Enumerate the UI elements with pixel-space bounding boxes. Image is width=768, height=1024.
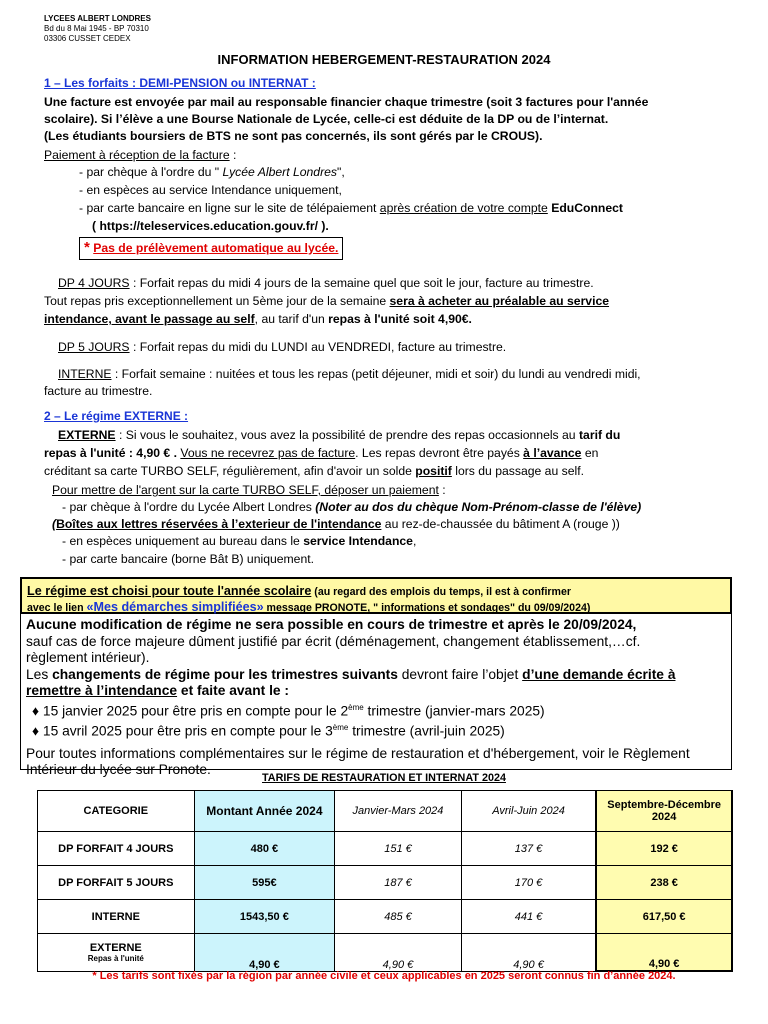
col-header-t2: Avril-Juin 2024 <box>461 791 596 832</box>
intro-line3: (Les étudiants boursiers de BTS ne sont pas concernés, ils sont gérés par le CROUS). <box>44 129 543 143</box>
interne-line2: facture au trimestre. <box>44 384 153 398</box>
dp4-line1: DP 4 JOURS : Forfait repas du midi 4 jours de la semaine quel que soit le jour, facture au trimestre. <box>58 276 594 290</box>
turbo-self-card: - par carte bancaire (borne Bât B) uniquement. <box>62 552 315 566</box>
col-header-annee: Montant Année 2024 <box>194 791 335 832</box>
no-change-line: Aucune modification de régime ne sera possible en cours de trimestre et après le 20/09/2024, <box>26 617 637 632</box>
intro-line1: Une facture est envoyée par mail au responsable financier chaque trimestre (soit 3 factures pour l'année <box>44 95 649 109</box>
col-header-categorie: CATEGORIE <box>38 791 195 832</box>
interne-line1: INTERNE : Forfait semaine : nuitées et tous les repas (petit déjeuner, midi et soir) du lundi au vendredi midi, <box>58 367 641 381</box>
intro-line2: scolaire). Si l’élève a une Bourse Nationale de Lycée, celle-ci est déduite de la DP ou de l’internat. <box>44 112 609 126</box>
section2-heading: 2 – Le régime EXTERNE : <box>44 409 189 423</box>
payment-cheque: - par chèque à l'ordre du " Lycée Albert Londres", <box>79 165 345 179</box>
school-address-line2: 03306 CUSSET CEDEX <box>44 34 131 43</box>
mailbox-line: (Boîtes aux lettres réservées à l’exterieur de l'intendance au rez-de-chaussée du bâtiment A (rouge )) <box>52 517 620 531</box>
no-direct-debit-warning: * Pas de prélèvement automatique au lycée. <box>79 237 343 260</box>
regime-change-box: Aucune modification de régime ne sera possible en cours de trimestre et après le 20/09/2024, sauf cas de force majeure dûment justifié par écrit (déménagement, changement établissement,…cf. règlement intérieur). Les changements de régime pour les trimestres suivants devront faire l’objet d’une demande écrite à remettre à l’intendance et faite avant le : ♦ 15 janvier 2025 pour être pris en compte pour le 2ème trimestre (janvier-mars 2025) ♦ 15 avril 2025 pour être pris en compte pour le 3ème trimestre (avril-juin 2025) Pour toutes informations complémentaires sur le régime de restauration et d'hébergement, voir le Règlement Intérieur du lycée sur Pronote. <box>20 614 732 770</box>
table-row: DP FORFAIT 4 JOURS 480 € 151 € 137 € 192 € <box>38 832 733 866</box>
diamond-bullet-icon: ♦ <box>32 723 40 739</box>
payment-cash: - en espèces au service Intendance uniquement, <box>79 183 342 197</box>
table-row: DP FORFAIT 5 JOURS 595€ 187 € 170 € 238 € <box>38 866 733 900</box>
turbo-self-cash: - en espèces uniquement au bureau dans le service Intendance, <box>62 534 417 548</box>
turbo-self-cheque: - par chèque à l'ordre du Lycée Albert Londres (Noter au dos du chèque Nom-Prénom-classe de l'élève) <box>62 500 642 514</box>
page-title: INFORMATION HEBERGEMENT-RESTAURATION 2024 <box>217 52 551 67</box>
school-header <box>44 14 151 44</box>
section1-heading: 1 – Les forfaits : DEMI-PENSION ou INTERNAT : <box>44 76 316 90</box>
dp4-line3: intendance, avant le passage au self, au tarif d'un repas à l'unité soit 4,90€. <box>44 312 472 326</box>
school-name: LYCEES ALBERT LONDRES <box>44 14 151 23</box>
table-row: EXTERNE Repas à l'unité 4,90 € 4,90 € 4,90 € 4,90 € <box>38 934 733 972</box>
demarches-simplifiees-link[interactable]: «Mes démarches simplifiées» <box>86 600 264 614</box>
tarifs-table <box>37 790 733 972</box>
tarifs-title: TARIFS DE RESTAURATION ET INTERNAT 2024 <box>262 772 506 784</box>
payment-heading: Paiement à réception de la facture : <box>44 148 237 162</box>
dp5-line: DP 5 JOURS : Forfait repas du midi du LUNDI au VENDREDI, facture au trimestre. <box>58 340 507 354</box>
col-header-t1: Janvier-Mars 2024 <box>335 791 462 832</box>
table-header-row <box>38 791 733 832</box>
school-address-line1: Bd du 8 Mai 1945 - BP 70310 <box>44 24 149 33</box>
table-row: INTERNE 1543,50 € 485 € 441 € 617,50 € <box>38 900 733 934</box>
externe-line2: repas à l'unité : 4,90 € . Vous ne recevrez pas de facture. Les repas devront être payés à l’avance en <box>44 446 599 460</box>
teleservices-link[interactable]: ( https://teleservices.education.gouv.fr/ ). <box>92 219 329 233</box>
payment-card: - par carte bancaire en ligne sur le site de télépaiement après création de votre compte EduConnect <box>79 201 623 215</box>
deadline-item: ♦ 15 avril 2025 pour être pris en compte pour le 3ème trimestre (avril-juin 2025) <box>32 722 505 739</box>
col-header-t3: Septembre-Décembre 2024 <box>596 791 732 832</box>
regime-notice-box: Le régime est choisi pour toute l'année scolaire (au regard des emplois du temps, il est à confirmer avec le lien «Mes démarches simplifiées» message PRONOTE, " informations et sondages" du 09/09/2024) <box>20 577 732 614</box>
externe-line3: créditant sa carte TURBO SELF, régulièrement, afin d'avoir un solde positif lors du passage au self. <box>44 464 584 478</box>
externe-line1: EXTERNE : Si vous le souhaitez, vous avez la possibilité de prendre des repas occasionnels au tarif du <box>58 428 621 442</box>
turbo-self-heading: Pour mettre de l'argent sur la carte TURBO SELF, déposer un paiement : <box>52 483 446 497</box>
deadline-item: ♦ 15 janvier 2025 pour être pris en compte pour le 2ème trimestre (janvier-mars 2025) <box>32 702 545 719</box>
dp4-line2: Tout repas pris exceptionnellement un 5ème jour de la semaine sera à acheter au préalable au service <box>44 294 610 308</box>
diamond-bullet-icon: ♦ <box>32 703 40 719</box>
tarifs-note: * Les tarifs sont fixés par la région par année civile et ceux applicables en 2025 seront connus fin d’année 2024. <box>92 970 676 982</box>
